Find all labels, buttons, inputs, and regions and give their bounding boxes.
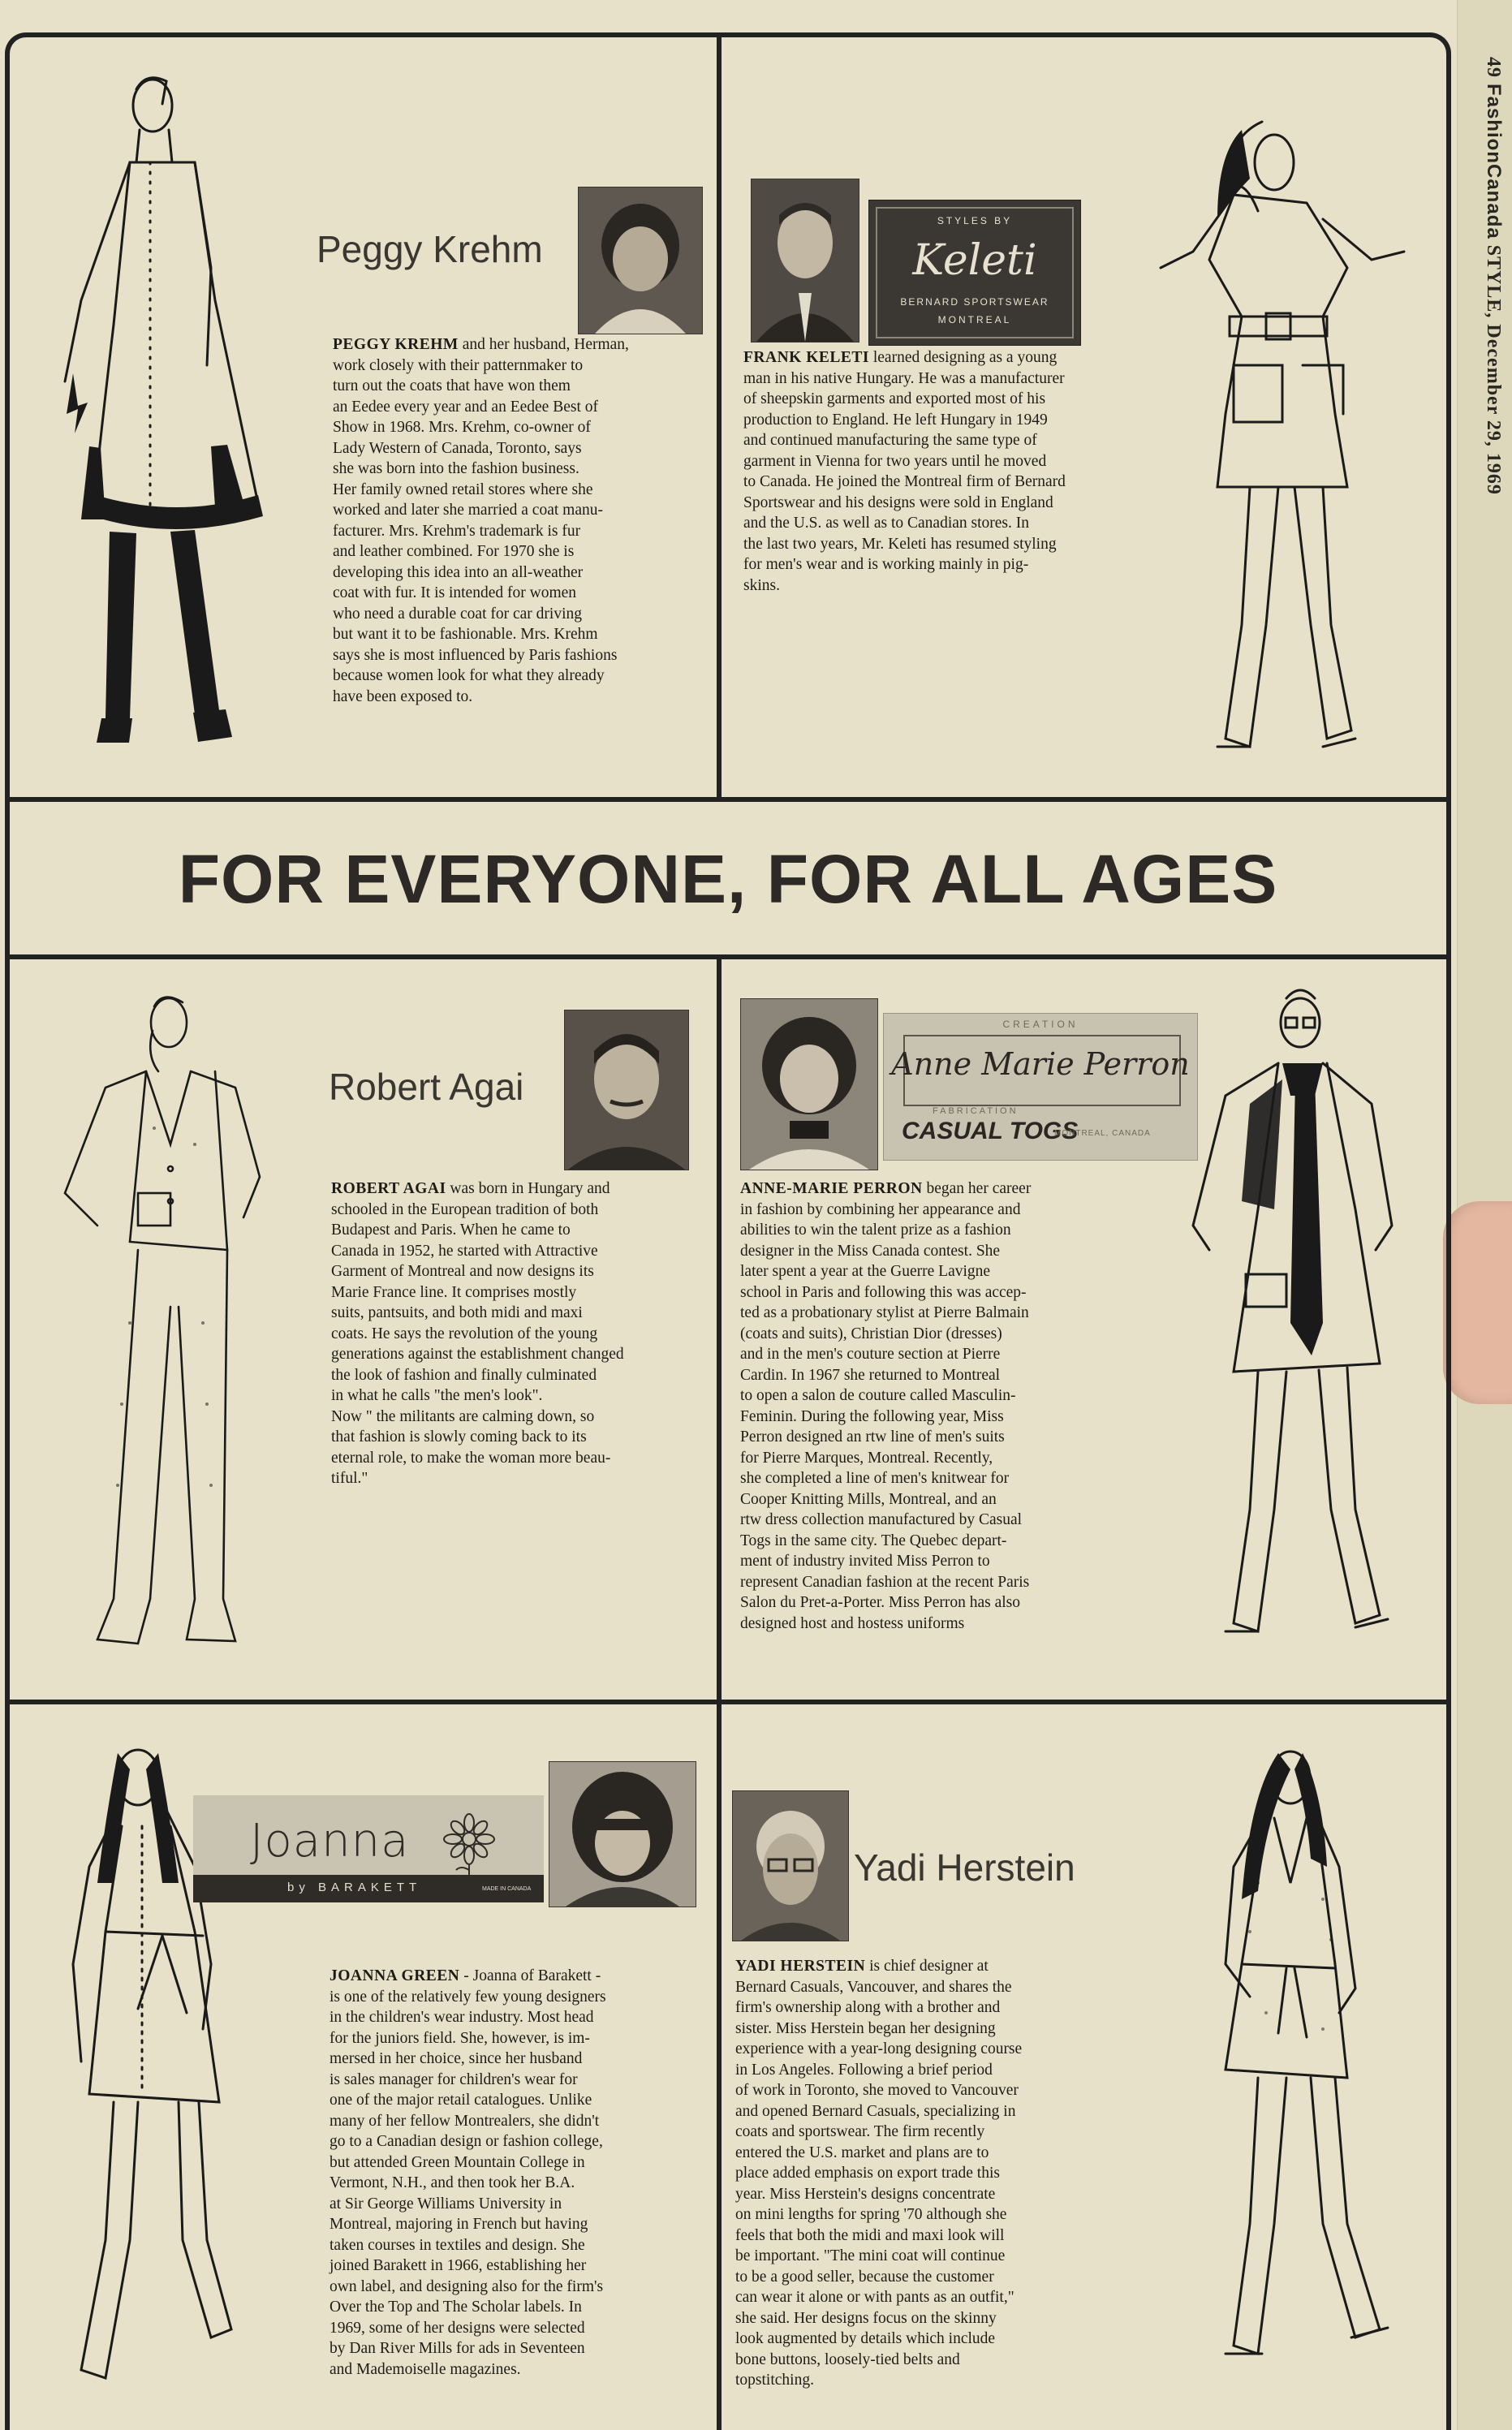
bio-lead-name: PEGGY KREHM xyxy=(333,336,459,353)
pantsuit-sketch xyxy=(49,982,292,1672)
designer-bio xyxy=(743,347,1165,596)
bio-lead-name: FRANK KELETI xyxy=(743,349,869,366)
logo-caption: CREATION xyxy=(1002,1019,1079,1030)
page-number: 49 xyxy=(1483,57,1504,78)
logo-origin: MADE IN CANADA xyxy=(482,1886,532,1892)
bio-lead-name: JOANNA GREEN xyxy=(330,1967,460,1984)
logo-wordmark: Keleti xyxy=(912,236,1037,285)
designer-bio xyxy=(740,1178,1162,1634)
logo-city: MONTREAL, CANADA xyxy=(1054,1129,1151,1138)
bio-text: was born in Hungary and schooled in the European tradition of both Budapest and Paris. When he came to Canada in 1952, he started with Attractive Garment of Montreal and now designs its Marie France line. It comprises mostly suits, pantsuits, and both midi and maxi coats. He says the revolution of the young generations against the establishment changed the look of fashion and finally culminated in what he calls "the men's look". Now " the militants are calming down, so that fashion is slowly coming back to its eternal role, to make the woman more beau- tiful." xyxy=(331,1180,624,1487)
flower-icon xyxy=(437,1812,502,1876)
rule-above-bottom-row xyxy=(5,1700,1451,1704)
designer-portrait-photo xyxy=(751,179,859,343)
logo-company: BERNARD SPORTSWEAR xyxy=(900,296,1049,308)
designer-portrait-photo xyxy=(732,1790,849,1941)
headline-band xyxy=(5,802,1451,956)
reader-thumb xyxy=(1443,1201,1512,1404)
column-rule-top xyxy=(717,37,722,802)
magazine-name: FashionCanada xyxy=(1483,84,1505,239)
designer-name: Yadi Herstein xyxy=(854,1846,1075,1889)
keleti-label-logo xyxy=(868,200,1081,346)
column-rule-middle xyxy=(717,954,722,1704)
joanna-label-logo xyxy=(193,1795,544,1902)
fur-trimmed-coat-sketch xyxy=(49,57,317,763)
belted-coat-sketch xyxy=(1128,106,1428,779)
logo-maker: by BARAKETT xyxy=(287,1881,422,1894)
designer-portrait-photo xyxy=(740,998,878,1170)
bio-lead-name: YADI HERSTEIN xyxy=(735,1958,866,1975)
designer-bio xyxy=(330,1966,719,2380)
bio-text: and her husband, Herman, work closely with their patternmaker to turn out the coats that have won them an Eedee every year and an Eedee Best of Show in 1968. Mrs. Krehm, co-owner of Lady Western of Canada, Toronto, says she was born into the fashion business. Her family owned retail stores where she worked and later she married a coat manu- facturer. Mrs. Krehm's trademark is fur and leather combined. For 1970 she is developing this idea into an all-weather coat with fur. It is intended for women who need a durable coat for car driving but want it to be fashionable. Mrs. Krehm says she is most influenced by Paris fashions because women look for what they already have been exposed to. xyxy=(333,336,629,705)
designer-bio xyxy=(735,1956,1157,2391)
bio-text: learned designing as a young man in his native Hungary. He was a manufacturer of sheepskin garments and exported most of his production to England. He left Hungary in 1949 and continued manufacturing the same type of garment in Vienna for two years until he moved to Canada. He joined the Montreal firm of Bernard Sportswear and his designs were sold in England and the U.S. as well as to Canadian stores. In the last two years, Mr. Keleti has resumed styling for men's wear and is working mainly in pig- skins. xyxy=(743,349,1066,594)
bio-text: is chief designer at Bernard Casuals, Vancouver, and shares the firm's ownership along with a brother and sister. Miss Herstein began her designing experience with a year-long designing course in Los Angeles. Following a brief period of work in Toronto, she moved to Vancouver and opened Bernard Casuals, specializing in coats and sportswear. The firm recently entered the U.S. market and plans are to place added emphasis on export trade this year. Miss Herstein's designs concentrate on mini lengths for spring '70 although she feels that both the midi and maxi look will be important. "The mini coat will continue to be a good seller, because the customer can wear it alone or with pants as an outfit," she said. Her designs focus on the skinny look augmented by details which include bone buttons, loosely-tied belts and topstitching. xyxy=(735,1958,1023,2389)
designer-bio xyxy=(331,1178,717,1489)
logo-fabrication: FABRICATION xyxy=(933,1106,1019,1116)
designer-bio xyxy=(333,334,714,707)
folio xyxy=(1482,57,1505,495)
designer-portrait-photo xyxy=(549,1761,696,1907)
logo-wordmark: Anne Marie Perron xyxy=(891,1046,1190,1082)
bio-lead-name: ANNE-MARIE PERRON xyxy=(740,1180,923,1197)
designer-portrait-photo xyxy=(578,187,703,334)
bio-text: began her career in fashion by combining her appearance and abilities to win the talent prize as a fashion designer in the Miss Canada contest. She later spent a year at the Guerre Lavigne school in Paris and following this was accep- ted as a probationary stylist at Pierre Balmain (coats and suits), Christian Dior (dresses) and in the men's couture section at Pierre Cardin. In 1967 she returned to Montreal to open a salon de couture called Masculin- Feminin. During the following year, Miss Perron designed an rtw line of men's suits for Pierre Marques, Montreal. Recently, she completed a line of men's knitwear for Cooper Knitting Mills, Montreal, and an rtw dress collection manufactured by Casual Togs in the same city. The Quebec depart- ment of industry invited Miss Perron to represent Canadian fashion at the recent Paris Salon du Pret-a-Porter. Miss Perron has also designed host and hostess uniforms xyxy=(740,1180,1032,1632)
designer-name: Robert Agai xyxy=(329,1066,524,1108)
logo-caption: STYLES BY xyxy=(937,215,1013,226)
designer-portrait-photo xyxy=(564,1010,689,1170)
page-headline: FOR EVERYONE, FOR ALL AGES xyxy=(178,840,1278,917)
logo-wordmark: Joanna xyxy=(250,1815,410,1868)
scarf-dress-sketch xyxy=(1112,982,1420,1672)
logo-brand: CASUAL TOGS xyxy=(902,1118,1079,1144)
bio-lead-name: ROBERT AGAI xyxy=(331,1180,446,1197)
issue-date: STYLE, December 29, 1969 xyxy=(1483,244,1504,495)
logo-city: MONTREAL xyxy=(937,314,1012,325)
trench-dress-sketch xyxy=(1136,1721,1420,2419)
designer-name: Peggy Krehm xyxy=(317,228,543,270)
bio-text: - Joanna of Barakett - is one of the relatively few young designers in the children's wear industry. Most head for the juniors field. She, however, is im- mersed in her choice, since her husband is sales manager for children's wear for one of the major retail catalogues. Unlike many of her fellow Montrealers, she didn't go to a Canadian design or fashion college, but attended Green Mountain College in Vermont, N.H., and then took her B.A. at Sir George Williams University in Montreal, majoring in French but having taken courses in textiles and design. She joined Barakett in 1966, establishing her own label, and designing also for the firm's Over the Top and The Scholar labels. In 1969, some of her designs were selected by Dan River Mills for ads in Seventeen and Mademoiselle magazines. xyxy=(330,1967,606,2378)
